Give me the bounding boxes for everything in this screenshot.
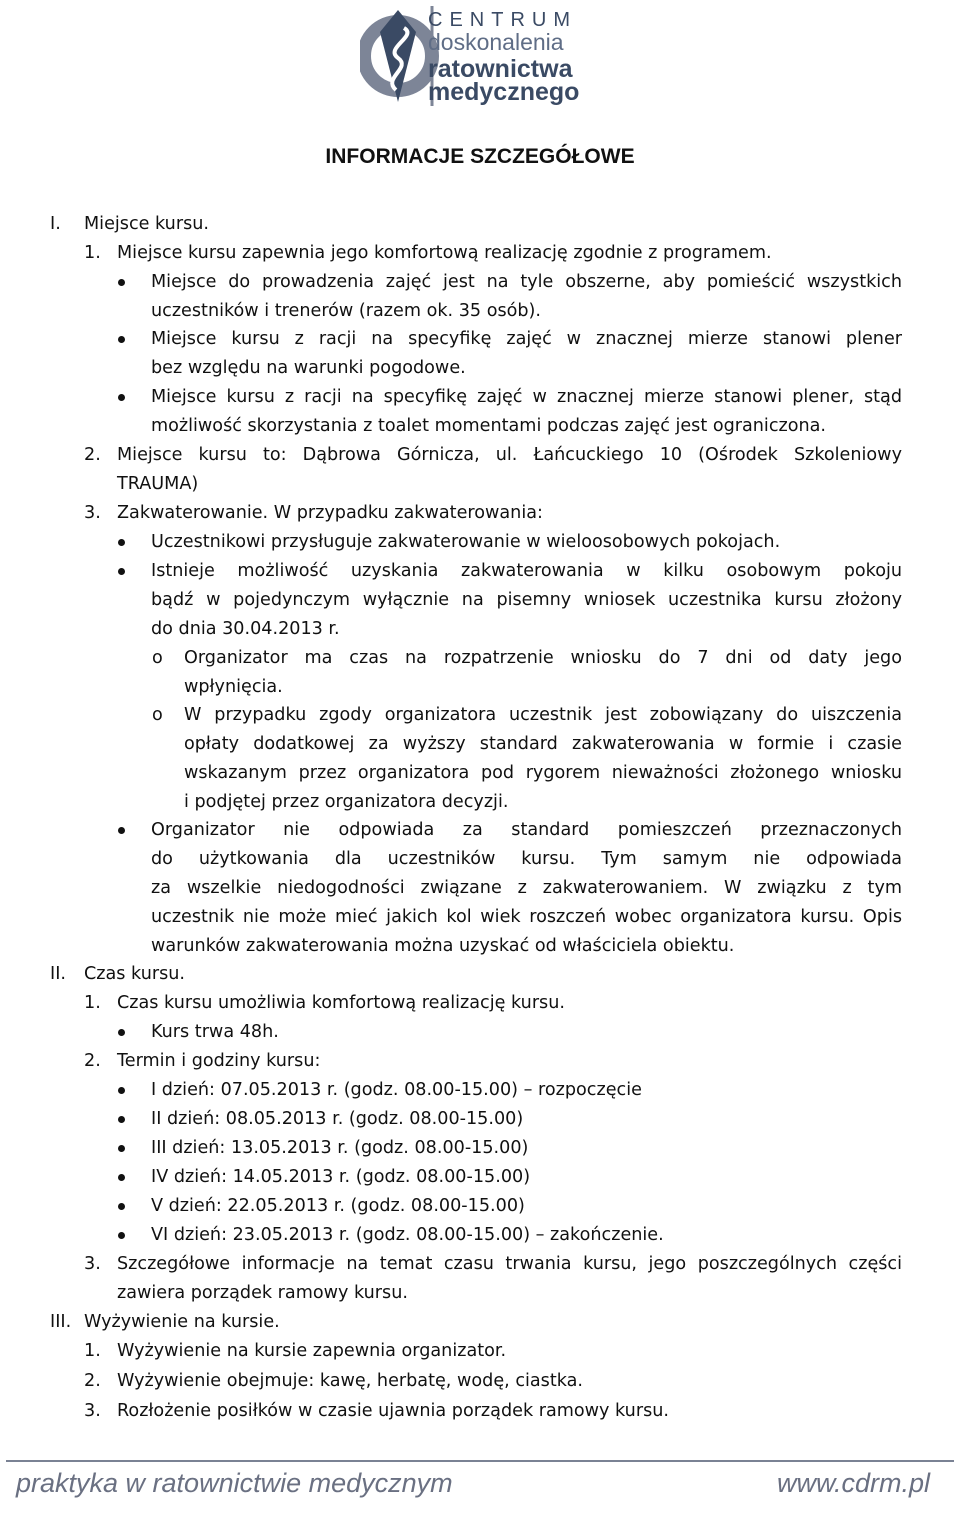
list-item: wpłynięcia. (184, 677, 283, 697)
section-1-heading: Miejsce kursu. (84, 214, 209, 234)
logo-line-2: doskonalenia (428, 29, 564, 55)
list-item: warunków zakwaterowania można uzyskać od właściciela obiektu. (151, 936, 735, 956)
list-item: uczestnik nie może mieć jakich kol wiek roszczeń wobec organizatora kursu. Opis (151, 907, 902, 927)
list-item: Kurs trwa 48h. (151, 1022, 279, 1042)
list-item: II dzień: 08.05.2013 r. (godz. 08.00-15.00) (151, 1109, 524, 1129)
list-item: Rozłożenie posiłków w czasie ujawnia porządek ramowy kursu. (117, 1401, 669, 1421)
list-item: wskazanym przez organizatora pod rygorem nieważności złożonego wniosku (184, 763, 902, 783)
page-title: INFORMACJE SZCZEGÓŁOWE (325, 145, 635, 168)
list-item: Wyżywienie na kursie zapewnia organizator. (117, 1341, 507, 1361)
list-item: Zakwaterowanie. W przypadku zakwaterowania: (117, 503, 543, 523)
logo-line-1: CENTRUM (428, 9, 577, 31)
sub-bullet-marker: o (152, 705, 163, 725)
item-number: 2. (84, 1371, 101, 1391)
bullet-icon (118, 1087, 125, 1094)
list-item: Czas kursu umożliwia komfortową realizację kursu. (117, 993, 565, 1013)
item-number: 2. (84, 445, 101, 465)
list-item: za wszelkie niedogodności związane z zakwaterowaniem. W związku z tym (151, 878, 902, 898)
list-item: TRAUMA) (117, 474, 199, 494)
list-item: do dnia 30.04.2013 r. (151, 619, 340, 639)
list-item: Miejsce do prowadzenia zajęć jest na tyle obszerne, aby pomieścić wszystkich (151, 272, 902, 292)
list-item: bądź w pojedynczym wyłącznie na pisemny wniosek uczestnika kursu złożony (151, 590, 902, 610)
list-item: IV dzień: 14.05.2013 r. (godz. 08.00-15.00) (151, 1167, 531, 1187)
list-item: Organizator nie odpowiada za standard pomieszczeń przeznaczonych (151, 820, 902, 840)
list-item: Organizator ma czas na rozpatrzenie wniosku do 7 dni od daty jego (184, 648, 902, 668)
footer-url: www.cdrm.pl (776, 1468, 930, 1498)
logo-line-4: medycznego (428, 78, 580, 106)
item-number: 2. (84, 1051, 101, 1071)
list-item: Istnieje możliwość uzyskania zakwaterowania w kilku osobowym pokoju (151, 561, 902, 581)
list-item: Wyżywienie obejmuje: kawę, herbatę, wodę, ciastka. (117, 1371, 583, 1391)
list-item: III dzień: 13.05.2013 r. (godz. 08.00-15.00) (151, 1138, 529, 1158)
section-2-number: II. (50, 964, 66, 984)
item-number: 1. (84, 1341, 101, 1361)
bullet-icon (118, 1174, 125, 1181)
footer-tagline: praktyka w ratownictwie medycznym (16, 1468, 453, 1498)
list-item: Miejsce kursu z racji na specyfikę zajęć w znacznej mierze stanowi plener (151, 329, 902, 349)
bullet-icon (118, 1029, 125, 1036)
section-3-heading: Wyżywienie na kursie. (84, 1312, 280, 1332)
list-item: i podjętej przez organizatora decyzji. (184, 792, 509, 812)
list-item: Termin i godziny kursu: (117, 1051, 321, 1071)
list-item: I dzień: 07.05.2013 r. (godz. 08.00-15.00) – rozpoczęcie (151, 1080, 642, 1100)
list-item: Miejsce kursu to: Dąbrowa Górnicza, ul. Łańcuckiego 10 (Ośrodek Szkoleniowy (117, 445, 902, 465)
bullet-icon (118, 1203, 125, 1210)
list-item: Miejsce kursu zapewnia jego komfortową realizację zgodnie z programem. (117, 243, 772, 263)
bullet-icon (118, 336, 125, 343)
item-number: 3. (84, 1401, 101, 1421)
bullet-icon (118, 1232, 125, 1239)
list-item: VI dzień: 23.05.2013 r. (godz. 08.00-15.00) – zakończenie. (151, 1225, 664, 1245)
item-number: 3. (84, 1254, 101, 1274)
bullet-icon (118, 394, 125, 401)
bullet-icon (118, 827, 125, 834)
list-item: Miejsce kursu z racji na specyfikę zajęć w znacznej mierze stanowi plener, stąd (151, 387, 902, 407)
list-item: bez względu na warunki pogodowe. (151, 358, 466, 378)
list-item: W przypadku zgody organizatora uczestnik jest zobowiązany do uiszczenia (184, 705, 902, 725)
list-item: zawiera porządek ramowy kursu. (117, 1283, 408, 1303)
bullet-icon (118, 1116, 125, 1123)
bullet-icon (118, 539, 125, 546)
list-item: do użytkowania dla uczestników kursu. Tym samym nie odpowiada (151, 849, 902, 869)
list-item: opłaty dodatkowej za wyższy standard zakwaterowania w formie i czasie (184, 734, 902, 754)
bullet-icon (118, 279, 125, 286)
list-item: V dzień: 22.05.2013 r. (godz. 08.00-15.00) (151, 1196, 525, 1216)
bullet-icon (118, 1145, 125, 1152)
section-1-number: I. (50, 214, 61, 234)
list-item: Szczegółowe informacje na temat czasu trwania kursu, jego poszczególnych części (117, 1254, 902, 1274)
section-3-number: III. (50, 1312, 72, 1332)
logo-line-3: ratownictwa (428, 55, 573, 83)
list-item: uczestników i trenerów (razem ok. 35 osób). (151, 301, 542, 321)
item-number: 1. (84, 243, 101, 263)
footer-divider (6, 1460, 954, 1462)
list-item: możliwość skorzystania z toalet momentami podczas zajęć jest ograniczona. (151, 416, 827, 436)
bullet-icon (118, 568, 125, 575)
item-number: 3. (84, 503, 101, 523)
list-item: Uczestnikowi przysługuje zakwaterowanie w wieloosobowych pokojach. (151, 532, 781, 552)
sub-bullet-marker: o (152, 648, 163, 668)
item-number: 1. (84, 993, 101, 1013)
section-2-heading: Czas kursu. (84, 964, 186, 984)
